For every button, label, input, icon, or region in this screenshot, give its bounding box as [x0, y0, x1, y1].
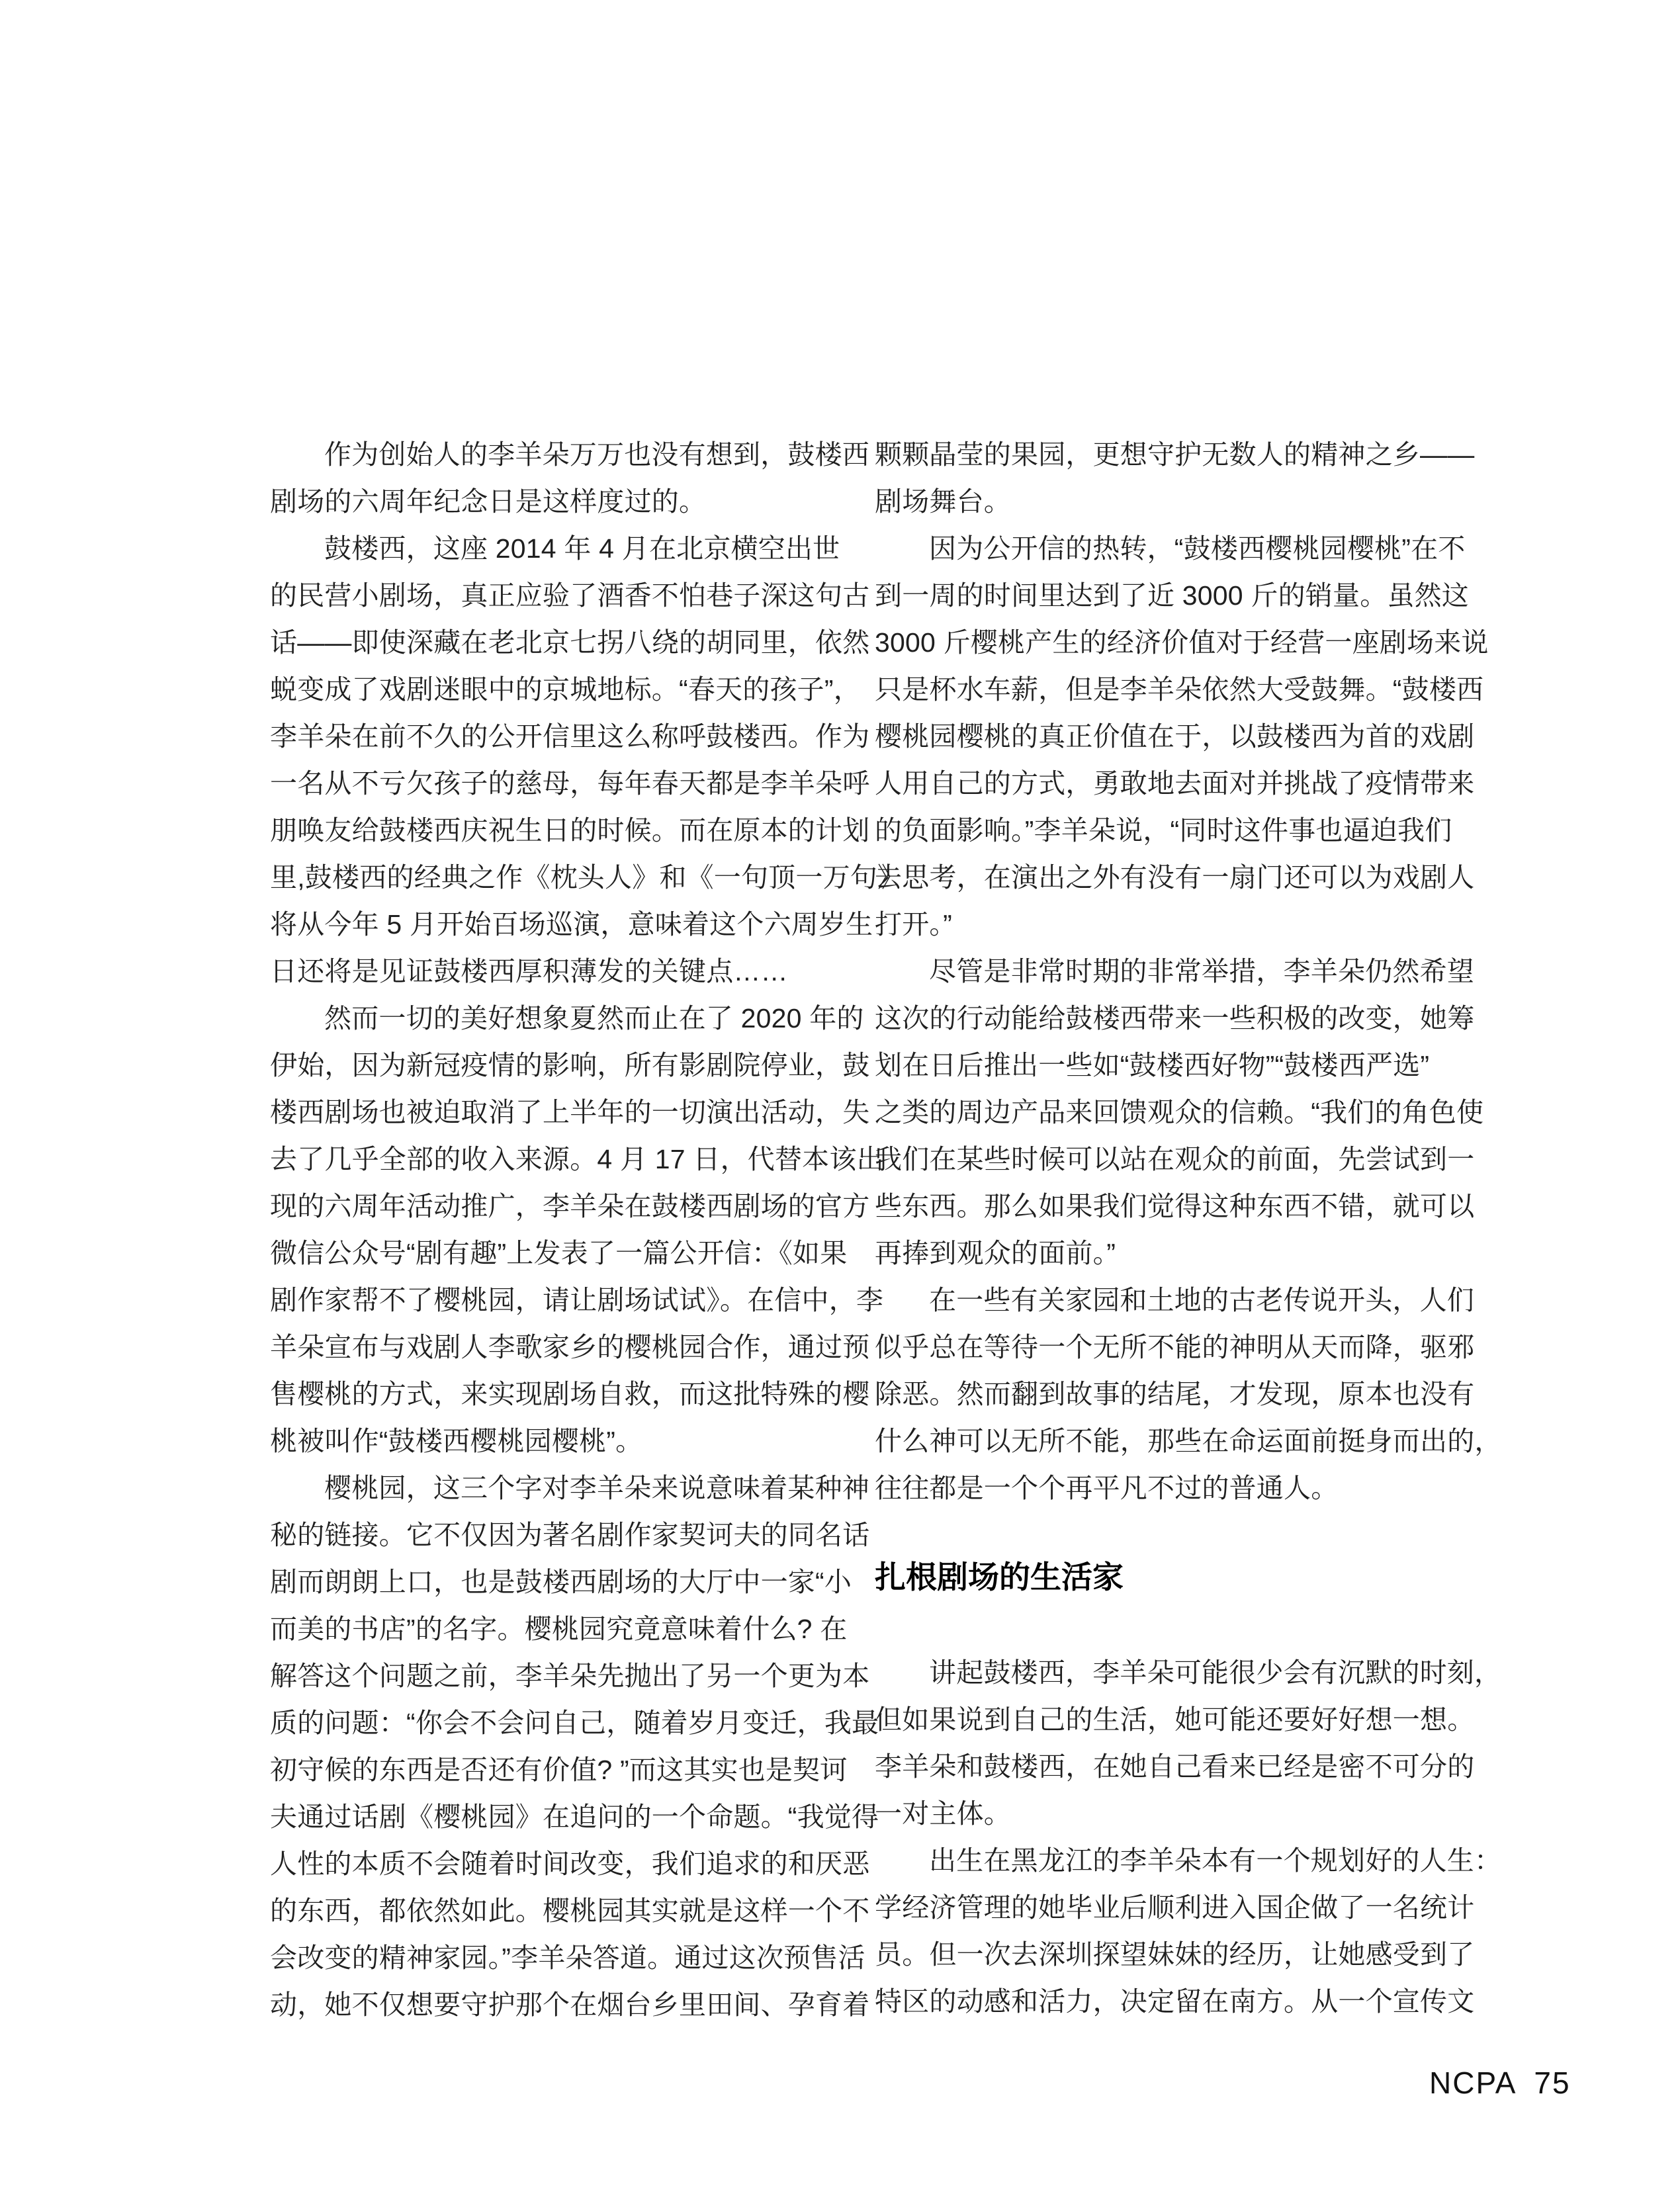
text-line: 的负面影响。”李羊朵说，“同时这件事也逼迫我们 — [875, 815, 1452, 846]
text-line: 樱桃园，这三个字对李羊朵来说意味着某种神 — [324, 1473, 869, 1503]
text-line: 划在日后推出一些如“鼓楼西好物”“鼓楼西严选” — [875, 1050, 1430, 1080]
text-line: 初守候的东西是否还有价值? ”而这其实也是契诃 — [270, 1755, 848, 1785]
text-line: 什么神可以无所不能，那些在命运面前挺身而出的， — [875, 1426, 1502, 1456]
page-number: 75 — [1534, 2066, 1571, 2100]
text-line: 似乎总在等待一个无所不能的神明从天而降，驱邪 — [875, 1332, 1475, 1362]
text-line: 的民营小剧场，真正应验了酒香不怕巷子深这句古 — [270, 580, 870, 611]
text-line: 因为公开信的热转，“鼓楼西樱桃园樱桃”在不 — [929, 533, 1466, 564]
text-line: 秘的链接。它不仅因为著名剧作家契诃夫的同名话 — [270, 1520, 870, 1550]
text-line: 羊朵宣布与戏剧人李歌家乡的樱桃园合作，通过预 — [270, 1332, 870, 1362]
text-line: 这次的行动能给鼓楼西带来一些积极的改变，她筹 — [875, 1003, 1475, 1033]
text-line: 楼西剧场也被迫取消了上半年的一切演出活动，失 — [270, 1097, 870, 1127]
text-line: 只是杯水车薪，但是李羊朵依然大受鼓舞。“鼓楼西 — [875, 674, 1484, 705]
text-line: 3000 斤樱桃产生的经济价值对于经营一座剧场来说 — [875, 627, 1489, 658]
article-column-right — [875, 431, 1502, 2025]
journal-name: NCPA — [1429, 2066, 1517, 2100]
text-line: 去思考，在演出之外有没有一扇门还可以为戏剧人 — [875, 862, 1475, 893]
text-line: 在一些有关家园和土地的古老传说开头，人们 — [929, 1285, 1474, 1315]
text-line: 些东西。那么如果我们觉得这种东西不错，就可以 — [875, 1191, 1475, 1221]
text-line: 特区的动感和活力，决定留在南方。从一个宣传文 — [875, 1986, 1475, 2017]
text-line: 我们在某些时候可以站在观众的前面，先尝试到一 — [875, 1144, 1475, 1174]
text-line: 剧场舞台。 — [875, 486, 1011, 517]
text-line: 往往都是一个个再平凡不过的普通人。 — [875, 1473, 1339, 1503]
text-line: 售樱桃的方式，来实现剧场自救，而这批特殊的樱 — [270, 1379, 870, 1409]
text-line: 话——即使深藏在老北京七拐八绕的胡同里，依然 — [270, 627, 870, 658]
text-line: 之类的周边产品来回馈观众的信赖。“我们的角色使 — [875, 1097, 1484, 1127]
text-line: 去了几乎全部的收入来源。4 月 17 日，代替本该出 — [270, 1144, 884, 1174]
text-line: 微信公众号“剧有趣”上发表了一篇公开信：《如果 — [270, 1238, 848, 1268]
text-line: 一名从不亏欠孩子的慈母，每年春天都是李羊朵呼 — [270, 768, 870, 799]
text-line: 打开。” — [875, 909, 952, 940]
text-line: 但如果说到自己的生活，她可能还要好好想一想。 — [875, 1704, 1475, 1735]
text-line: 除恶。然而翻到故事的结尾，才发现，原本也没有 — [875, 1379, 1475, 1409]
text-line: 尽管是非常时期的非常举措，李羊朵仍然希望 — [929, 956, 1474, 986]
text-line: 一对主体。 — [875, 1798, 1011, 1829]
text-line: 作为创始人的李羊朵万万也没有想到，鼓楼西 — [324, 439, 869, 470]
text-line: 剧而朗朗上口，也是鼓楼西剧场的大厅中一家“小 — [270, 1567, 852, 1597]
text-line: 现的六周年活动推广，李羊朵在鼓楼西剧场的官方 — [270, 1191, 870, 1221]
text-line: 解答这个问题之前，李羊朵先抛出了另一个更为本 — [270, 1661, 870, 1691]
text-line: 伊始，因为新冠疫情的影响，所有影剧院停业，鼓 — [270, 1050, 870, 1080]
page-footer — [1429, 2067, 1571, 2099]
text-line: 夫通过话剧《樱桃园》在追问的一个命题。“我觉得 — [270, 1802, 879, 1832]
text-line: 剧作家帮不了樱桃园，请让剧场试试》。在信中，李 — [270, 1285, 884, 1315]
text-line: 出生在黑龙江的李羊朵本有一个规划好的人生： — [929, 1845, 1502, 1876]
text-line: 樱桃园樱桃的真正价值在于，以鼓楼西为首的戏剧 — [875, 721, 1475, 752]
text-line: 学经济管理的她毕业后顺利进入国企做了一名统计 — [875, 1892, 1475, 1923]
text-line: 人性的本质不会随着时间改变，我们追求的和厌恶 — [270, 1849, 870, 1879]
text-line: 的东西，都依然如此。樱桃园其实就是这样一个不 — [270, 1896, 870, 1926]
text-line: 到一周的时间里达到了近 3000 斤的销量。虽然这 — [875, 580, 1469, 611]
text-line: 朋唤友给鼓楼西庆祝生日的时候。而在原本的计划 — [270, 815, 870, 846]
text-line: 蜕变成了戏剧迷眼中的京城地标。“春天的孩子”， — [270, 674, 861, 705]
text-line: 员。但一次去深圳探望妹妹的经历，让她感受到了 — [875, 1939, 1475, 1970]
text-line: 然而一切的美好想象夏然而止在了 2020 年的 — [324, 1003, 864, 1033]
text-line: 李羊朵在前不久的公开信里这么称呼鼓楼西。作为 — [270, 721, 870, 752]
text-line: 颗颗晶莹的果园，更想守护无数人的精神之乡—— — [875, 439, 1475, 470]
text-line: 桃被叫作“鼓楼西樱桃园樱桃”。 — [270, 1426, 643, 1456]
text-line: 会改变的精神家园。”李羊朵答道。通过这次预售活 — [270, 1943, 865, 1973]
text-line: 日还将是见证鼓楼西厚积薄发的关键点…… — [270, 956, 788, 986]
text-line: 鼓楼西，这座 2014 年 4 月在北京横空出世 — [324, 533, 840, 564]
text-line: 动，她不仅想要守护那个在烟台乡里田间、孕育着 — [270, 1990, 870, 2020]
article-column-left — [270, 431, 905, 2029]
text-line: 而美的书店”的名字。樱桃园究竟意味着什么? 在 — [270, 1614, 848, 1644]
section-heading: 扎根剧场的生活家 — [875, 1559, 1124, 1595]
text-line: 讲起鼓楼西，李羊朵可能很少会有沉默的时刻， — [929, 1657, 1502, 1688]
text-line: 质的问题：“你会不会问自己，随着岁月变迁，我最 — [270, 1708, 879, 1738]
text-line: 里,鼓楼西的经典之作《枕头人》和《一句顶一万句》 — [270, 862, 905, 893]
text-line: 再捧到观众的面前。” — [875, 1238, 1116, 1268]
text-line: 李羊朵和鼓楼西，在她自己看来已经是密不可分的 — [875, 1751, 1475, 1782]
text-line: 将从今年 5 月开始百场巡演，意味着这个六周岁生 — [270, 909, 873, 940]
text-line: 剧场的六周年纪念日是这样度过的。 — [270, 486, 707, 517]
text-line: 人用自己的方式，勇敢地去面对并挑战了疫情带来 — [875, 768, 1475, 799]
